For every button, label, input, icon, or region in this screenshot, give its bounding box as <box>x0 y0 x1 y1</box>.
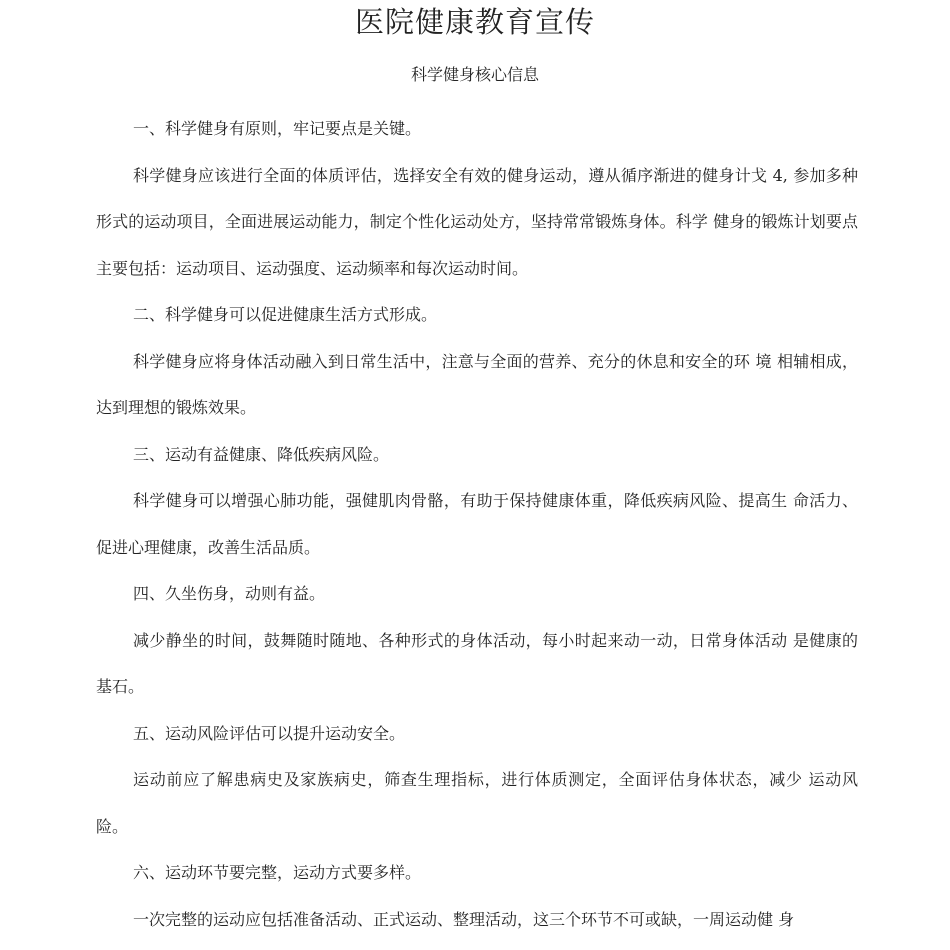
document-subtitle: 科学健身核心信息 <box>410 65 539 84</box>
section-paragraph-4: 减少静坐的时间，鼓舞随时随地、各种形式的身体活动，每小时起来动一动，日常身体活动 是健康的基石。 <box>96 630 858 696</box>
section-heading-3: 三、运动有益健康、降低疾病风险。 <box>133 444 390 464</box>
section-paragraph-3: 科学健身可以增强心肺功能，强健肌肉骨骼，有助于保持健康体重，降低疾病风险、提高生 命活力、促进心理健康，改善生活品质。 <box>96 491 858 557</box>
section-heading-6: 六、运动环节要完整，运动方式要多样。 <box>133 863 422 882</box>
section-paragraph-6: 一次完整的运动应包括准备活动、正式运动、整理活动，这三个环节不可或缺，一周运动健 身 <box>133 909 795 929</box>
section-heading-1: 一、科学健身有原则，牢记要点是关键。 <box>133 119 422 138</box>
section-heading-4: 四、久坐伤身，动则有益。 <box>133 584 326 603</box>
section-paragraph-5: 运动前应了解患病史及家族病史，筛查生理指标，进行体质测定，全面评估身体状态，减少 运动风险。 <box>96 770 858 836</box>
section-heading-5: 五、运动风险评估可以提升运动安全。 <box>133 723 406 743</box>
section-paragraph-1: 科学健身应该进行全面的体质评估，选择安全有效的健身运动，遵从循序渐进的健身计戈 4, 参加多种形式的运动项目，全面进展运动能力，制定个性化运动处方，坚持常常锻炼身体。科学 健身的锻炼计划要点主要包括：运动项目、运动强度、运动频率和每次运动时间。 <box>96 165 858 278</box>
section-paragraph-2: 科学健身应将身体活动融入到日常生活中，注意与全面的营养、充分的休息和安全的环 境 相辅相成，达到理想的锻炼效果。 <box>96 351 858 417</box>
section-heading-2: 二、科学健身可以促进健康生活方式形成。 <box>133 305 438 324</box>
document-body <box>96 106 858 943</box>
document-title: 医院健康教育宣传 <box>354 5 595 39</box>
